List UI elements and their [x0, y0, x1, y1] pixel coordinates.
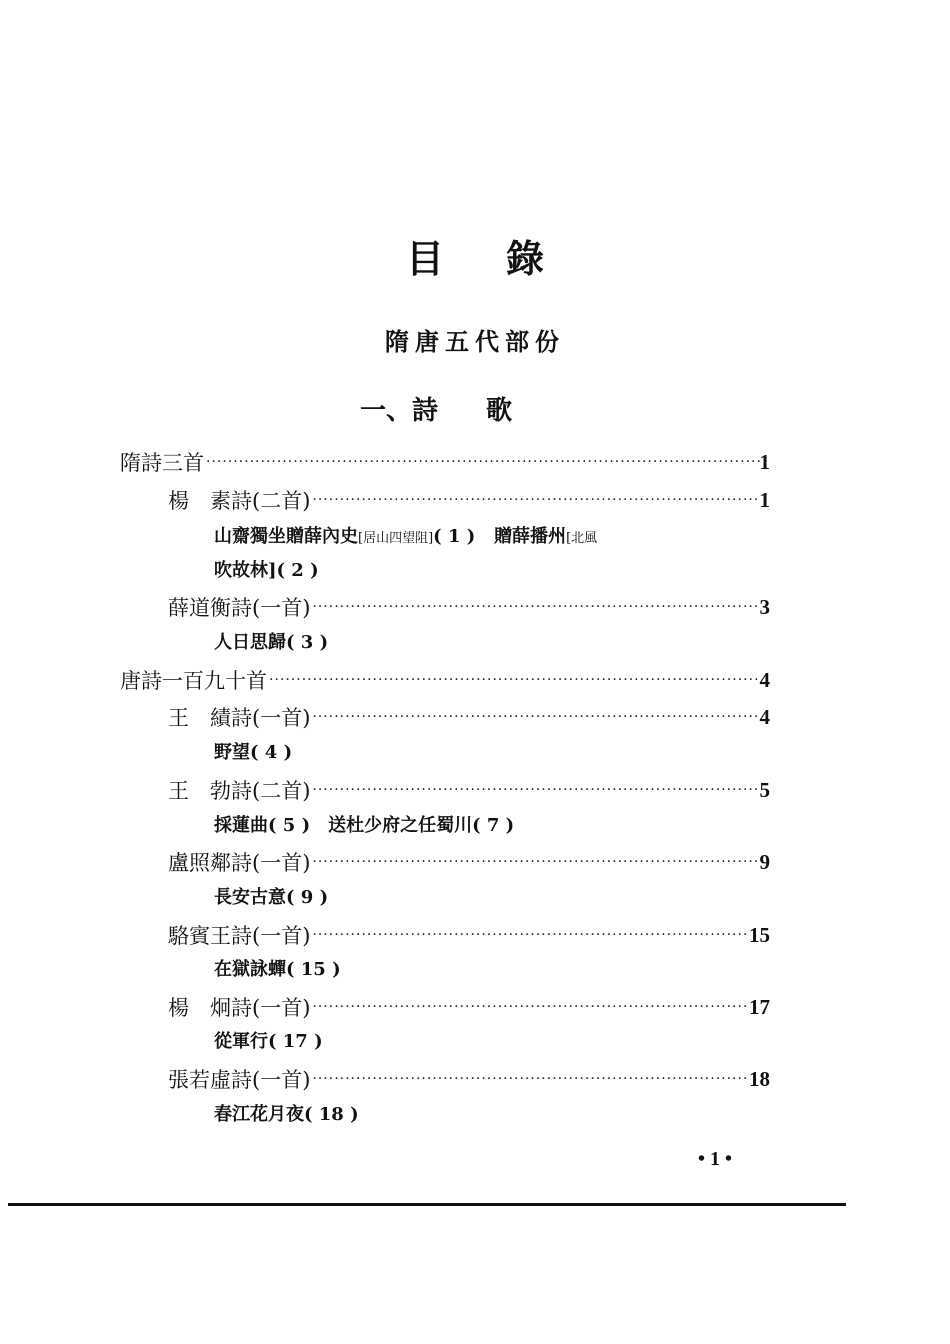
toc-entry-page: 1 — [759, 449, 770, 474]
toc-entry-label: 王 勃詩(二首) — [168, 779, 311, 803]
toc-works-luo-binwang: 在獄詠蟬( 15 ) — [214, 959, 341, 980]
toc-entry-label: 唐詩一百九十首 — [120, 669, 267, 693]
toc-entry-label: 王 績詩(一首) — [168, 706, 311, 730]
toc-entry-page: 9 — [759, 849, 770, 874]
toc-entry-page: 5 — [759, 777, 770, 802]
section-heading — [360, 390, 560, 427]
title-char-1: 目 — [405, 236, 444, 281]
toc-entry-wang-bo[interactable] — [168, 774, 770, 806]
toc-works-yang-su-cont: 吹故林]( 2 ) — [214, 560, 319, 581]
toc-entry-page: 3 — [759, 594, 770, 619]
toc-entry-page: 15 — [749, 922, 770, 947]
toc-leader-dots — [310, 599, 759, 615]
toc-entry-label: 楊 素詩(二首) — [168, 489, 311, 513]
toc-entry-luo-binwang[interactable] — [168, 919, 770, 951]
toc-entry-yang-su[interactable] — [168, 484, 770, 516]
toc-works-wang-ji: 野望( 4 ) — [214, 742, 293, 763]
toc-entry-page: 4 — [759, 704, 770, 729]
bottom-rule-divider — [8, 1203, 846, 1206]
section-heading-part-2: 歌 — [486, 396, 513, 426]
toc-entry-page: 18 — [749, 1066, 770, 1091]
toc-leader-dots — [267, 672, 760, 688]
toc-leader-dots — [310, 709, 759, 725]
toc-entry-zhang-ruoxu[interactable] — [168, 1063, 770, 1095]
title-char-2: 錄 — [506, 236, 545, 281]
page-title — [0, 228, 950, 283]
toc-entry-page: 1 — [759, 487, 770, 512]
work-note: [居山四望阻] — [358, 531, 434, 546]
section-heading-part-1: 一、詩 — [360, 396, 439, 426]
toc-works-zhang-ruoxu: 春江花月夜( 18 ) — [214, 1104, 359, 1125]
toc-entry-lu-zhaolin[interactable] — [168, 846, 770, 878]
toc-leader-dots — [310, 854, 759, 870]
toc-entry-tang-poems[interactable] — [120, 664, 770, 696]
toc-entry-page: 4 — [759, 667, 770, 692]
page-number: • 1 • — [697, 1148, 732, 1170]
toc-entry-label: 薛道衡詩(一首) — [168, 596, 311, 620]
toc-entry-label: 隋詩三首 — [120, 451, 204, 475]
toc-leader-dots — [204, 454, 760, 470]
toc-entry-xue-daoheng[interactable] — [168, 591, 770, 623]
toc-entry-sui-poems[interactable] — [120, 446, 770, 478]
toc-leader-dots — [310, 492, 759, 508]
toc-entry-page: 17 — [749, 994, 770, 1019]
toc-works-xue-daoheng: 人日思歸( 3 ) — [214, 632, 329, 653]
work-title: 贈薛播州 — [494, 526, 567, 547]
work-title: 山齋獨坐贈薛內史 — [214, 526, 358, 547]
toc-works-lu-zhaolin: 長安古意( 9 ) — [214, 887, 329, 908]
toc-works-wang-bo: 採蓮曲( 5 ) 送杜少府之任蜀川( 7 ) — [214, 815, 515, 836]
toc-entry-label: 盧照鄰詩(一首) — [168, 851, 311, 875]
work-note: [北風 — [566, 531, 598, 546]
work-page: ( 1 ) — [433, 526, 476, 547]
toc-leader-dots — [310, 927, 749, 943]
toc-leader-dots — [310, 1071, 749, 1087]
toc-entry-label: 張若虛詩(一首) — [168, 1068, 311, 1092]
toc-entry-wang-ji[interactable] — [168, 701, 770, 733]
toc-entry-label: 駱賓王詩(一首) — [168, 924, 311, 948]
toc-leader-dots — [310, 999, 749, 1015]
toc-works-yang-su — [214, 524, 597, 552]
toc-entry-yang-jiong[interactable] — [168, 991, 770, 1023]
part-heading: 隋唐五代部份 — [385, 327, 565, 356]
toc-leader-dots — [310, 782, 759, 798]
toc-works-yang-jiong: 從軍行( 17 ) — [214, 1031, 323, 1052]
toc-entry-label: 楊 炯詩(一首) — [168, 996, 311, 1020]
